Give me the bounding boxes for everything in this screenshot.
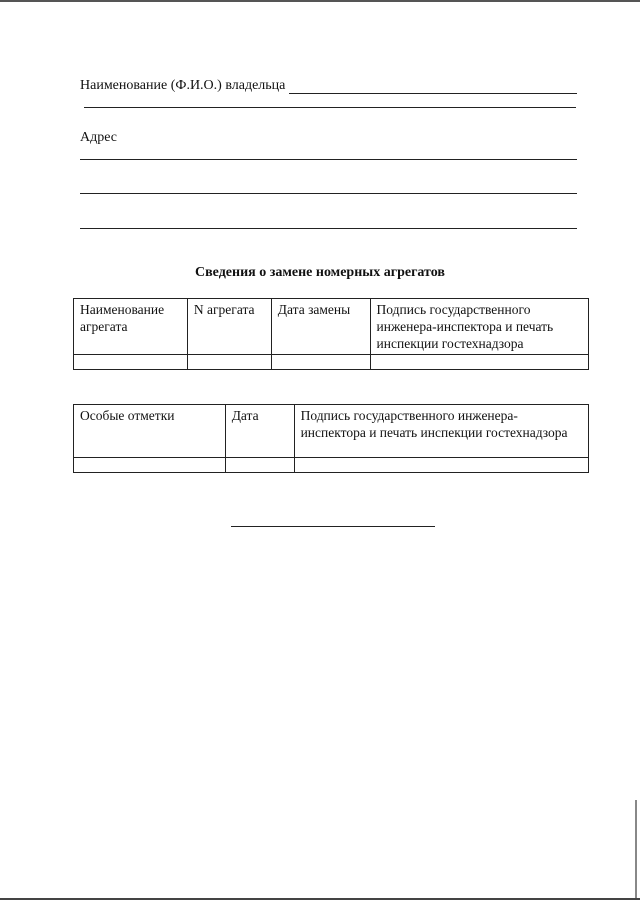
header-inspector-signature: Подпись государственного инженера-инспектора и печать инспекции гостехнадзора <box>294 405 588 458</box>
address-line-2[interactable] <box>80 193 577 194</box>
page-edge-right <box>635 800 637 898</box>
cell-inspector-signature[interactable] <box>294 458 588 473</box>
owner-name-row <box>80 78 577 94</box>
page-edge-top <box>0 0 640 2</box>
table-header-row <box>74 299 589 355</box>
address-line-3[interactable] <box>80 228 577 229</box>
header-unit-number: N агрегата <box>187 299 271 355</box>
units-replacement-table <box>73 298 589 370</box>
cell-unit-name[interactable] <box>74 355 188 370</box>
cell-replacement-date[interactable] <box>271 355 370 370</box>
header-inspector-signature: Подпись государственного инженера-инспектора и печать инспекции гостехнадзора <box>370 299 588 355</box>
cell-inspector-signature[interactable] <box>370 355 588 370</box>
owner-name-field[interactable] <box>289 79 577 94</box>
table-row <box>74 458 589 473</box>
table-row <box>74 355 589 370</box>
units-section-title: Сведения о замене номерных агрегатов <box>195 265 445 280</box>
cell-date[interactable] <box>225 458 294 473</box>
owner-name-label: Наименование (Ф.И.О.) владельца <box>80 78 286 93</box>
header-special-notes: Особые отметки <box>74 405 226 458</box>
header-replacement-date: Дата замены <box>271 299 370 355</box>
special-notes-table <box>73 404 589 473</box>
page-edge-bottom <box>0 898 640 900</box>
header-unit-name: Наименование агрегата <box>74 299 188 355</box>
closing-separator-line <box>231 526 435 527</box>
header-date: Дата <box>225 405 294 458</box>
owner-name-line-2[interactable] <box>84 107 576 108</box>
table-header-row <box>74 405 589 458</box>
cell-special-notes[interactable] <box>74 458 226 473</box>
address-line-1[interactable] <box>80 159 577 160</box>
cell-unit-number[interactable] <box>187 355 271 370</box>
address-label: Адрес <box>80 130 118 145</box>
